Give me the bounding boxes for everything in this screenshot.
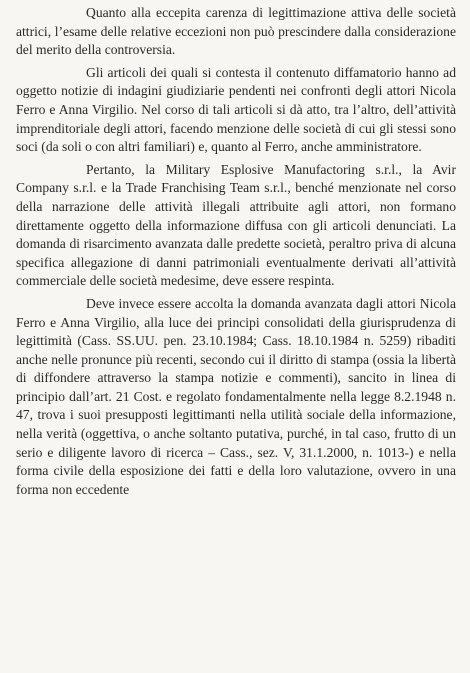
paragraph-articoli: Gli articoli dei quali si contesta il contenuto diffamatorio hanno ad oggetto notizie di indagini giudiziarie pendenti nei confronti degli attori Nicola Ferro e Anna Virgilio. Nel corso di tali articoli si dà atto, tra l’altro, dell’attività imprenditoriale degli attori, facendo menzione delle società di cui gli stessi sono soci (da soli o con altri familiari) e, quanto al Ferro, anche amministratore. (16, 64, 456, 155)
paragraph-domanda-attori: Deve invece essere accolta la domanda avanzata dagli attori Nicola Ferro e Anna Virgilio, alla luce dei principi consolidati della giurisprudenza di legittimità (Cass. SS.UU. pen. 23.10.1984; Cass. 18.10.1984 n. 5259) ribaditi anche nelle pronunce più recenti, secondo cui il diritto di stampa (ossia la libertà di diffondere attraverso la stampa notizie e commenti), sancito in linea di principio dall’art. 21 Cost. e regolato fondamentalmente nella legge 8.2.1948 n. 47, trova i suoi presupposti legittimanti nella utilità sociale della informazione, nella verità (oggettiva, o anche soltanto putativa, purché, in tal caso, frutto di un serio e diligente lavoro di ricerca – Cass., sez. V, 31.1.2000, n. 1013-) e nella forma civile della esposizione dei fatti e della loro valutazione, ovvero in una forma non eccedente (16, 295, 456, 497)
paragraph-societa: Pertanto, la Military Esplosive Manufactoring s.r.l., la Avir Company s.r.l. e la Trade Franchising Team s.r.l., benché menzionate nel corso della narrazione delle attività illegali attribuite agli attori, non formano direttamente oggetto della informazione diffusa con gli articoli denunciati. La domanda di risarcimento avanzata dalle predette società, peraltro priva di alcuna specifica allegazione di danni patrimoniali eventualmente derivati all’attività commerciale delle società medesime, deve essere respinta. (16, 161, 456, 289)
document-body (16, 4, 456, 503)
paragraph-legittimazione: Quanto alla eccepita carenza di legittimazione attiva delle società attrici, l’esame delle relative eccezioni non può prescindere dalla considerazione del merito della controversia. (16, 5, 456, 58)
